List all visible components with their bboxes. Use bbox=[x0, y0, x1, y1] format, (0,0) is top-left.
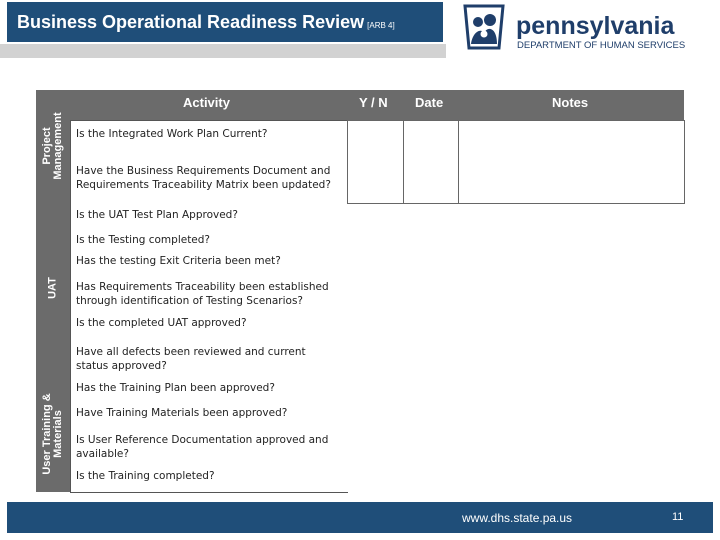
activity-left-border bbox=[70, 120, 71, 492]
section-label-project-management: Project Management bbox=[41, 111, 64, 180]
activity-row-3: Is the UAT Test Plan Approved? bbox=[76, 209, 238, 221]
keystone-icon bbox=[461, 4, 507, 54]
column-activity: Activity bbox=[183, 95, 230, 110]
activity-row-12: Is the Training completed? bbox=[76, 470, 215, 482]
notes-cell-pm[interactable] bbox=[458, 120, 685, 204]
page-number: 11 bbox=[672, 511, 684, 523]
activity-row-8: Have all defects been reviewed and current status approved? bbox=[76, 346, 306, 372]
section-uat bbox=[36, 201, 70, 375]
section-label-training: User Training & Materials bbox=[41, 392, 64, 475]
activity-row-9: Has the Training Plan been approved? bbox=[76, 382, 275, 394]
activity-row-7: Is the completed UAT approved? bbox=[76, 317, 247, 329]
activity-row-10: Have Training Materials been approved? bbox=[76, 407, 288, 419]
section-label-uat: UAT bbox=[46, 277, 59, 299]
activity-row-2: Have the Business Requirements Document and Requirements Traceability Matrix been updated? bbox=[76, 165, 331, 191]
footer-url[interactable]: www.dhs.state.pa.us bbox=[462, 511, 573, 525]
column-notes: Notes bbox=[552, 95, 589, 110]
section-project-management bbox=[36, 90, 70, 201]
activity-row-4: Is the Testing completed? bbox=[76, 234, 211, 246]
title-shadow bbox=[0, 44, 446, 58]
yn-cell-pm[interactable] bbox=[347, 120, 405, 204]
logo-wordmark: pennsylvania bbox=[516, 12, 675, 40]
title-bar bbox=[7, 2, 443, 42]
activity-row-6: Has Requirements Traceability been established through identification of Testing Scenarios? bbox=[76, 281, 329, 307]
activity-row-11: Is User Reference Documentation approved and available? bbox=[76, 434, 329, 460]
activity-row-1: Is the Integrated Work Plan Current? bbox=[76, 128, 268, 140]
table-bottom-border bbox=[70, 492, 348, 493]
pa-dhs-logo bbox=[461, 4, 707, 54]
page-title-text: Business Operational Readiness Review bbox=[17, 12, 365, 32]
page-title bbox=[17, 12, 395, 33]
section-training bbox=[36, 375, 70, 492]
activity-row-5: Has the testing Exit Criteria been met? bbox=[76, 255, 281, 267]
arb-tag: [ARB 4] bbox=[367, 21, 395, 30]
column-date: Date bbox=[415, 95, 444, 110]
logo-department: DEPARTMENT OF HUMAN SERVICES bbox=[517, 40, 686, 51]
footer-bar bbox=[7, 502, 713, 533]
date-cell-pm[interactable] bbox=[403, 120, 460, 204]
column-yn: Y / N bbox=[359, 95, 388, 110]
